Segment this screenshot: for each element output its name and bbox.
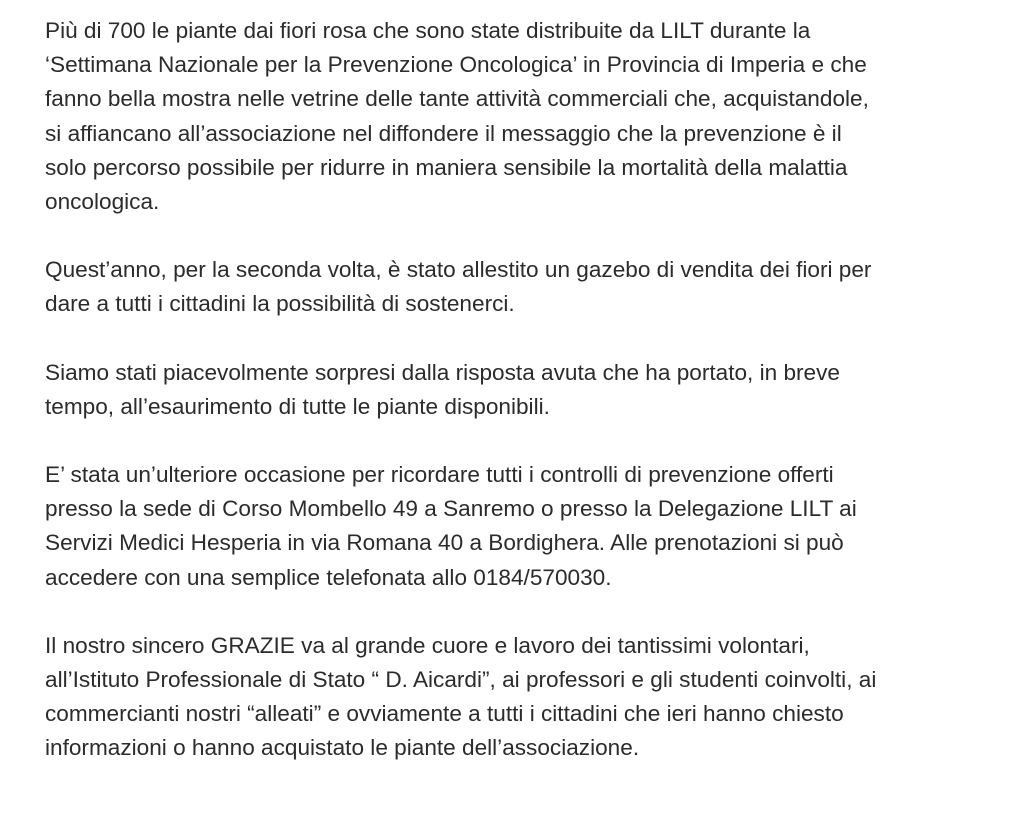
text-line: commercianti nostri “alleati” e ovviamente a tutti i cittadini che ieri hanno chiesto: [45, 701, 844, 727]
paragraph-response: [45, 356, 1005, 424]
article-body: [45, 14, 1005, 800]
text-line: Più di 700 le piante dai fiori rosa che sono state distribuite da LILT durante la: [45, 18, 811, 43]
text-line: Servizi Medici Hesperia in via Romana 40 a Bordighera. Alle prenotazioni si può: [45, 530, 844, 556]
paragraph-prevention-checks: [45, 458, 1005, 595]
text-line: presso la sede di Corso Mombello 49 a Sanremo o presso la Delegazione LILT ai: [45, 496, 857, 522]
paragraph-gazebo: [45, 253, 1005, 321]
text-line: informazioni o hanno acquistato le piante dell’associazione.: [45, 735, 640, 761]
text-line: tempo, all’esaurimento di tutte le piante disponibili.: [45, 393, 550, 419]
text-line: Siamo stati piacevolmente sorpresi dalla risposta avuta che ha portato, in breve: [45, 359, 840, 385]
paragraph-plants-distribution: [45, 14, 1005, 219]
text-line: oncologica.: [45, 189, 160, 215]
text-line: dare a tutti i cittadini la possibilità di sostenerci.: [45, 291, 515, 317]
text-line: fanno bella mostra nelle vetrine delle tante attività commerciali che, acquistandole,: [45, 86, 869, 112]
text-line: E’ stata un’ulteriore occasione per ricordare tutti i controlli di prevenzione offerti: [45, 462, 834, 488]
text-line: accedere con una semplice telefonata allo 0184/570030.: [45, 564, 612, 590]
text-line: ‘Settimana Nazionale per la Prevenzione Oncologica’ in Provincia di Imperia e che: [45, 52, 867, 78]
text-line: all’Istituto Professionale di Stato “ D. Aicardi”, ai professori e gli studenti coinvolti, ai: [45, 667, 877, 693]
paragraph-thanks: [45, 629, 1005, 766]
text-line: solo percorso possibile per ridurre in maniera sensibile la mortalità della malattia: [45, 154, 848, 180]
text-line: Quest’anno, per la seconda volta, è stato allestito un gazebo di vendita dei fiori per: [45, 257, 872, 283]
text-line: Il nostro sincero GRAZIE va al grande cuore e lavoro dei tantissimi volontari,: [45, 632, 810, 658]
text-line: si affiancano all’associazione nel diffondere il messaggio che la prevenzione è il: [45, 120, 842, 146]
